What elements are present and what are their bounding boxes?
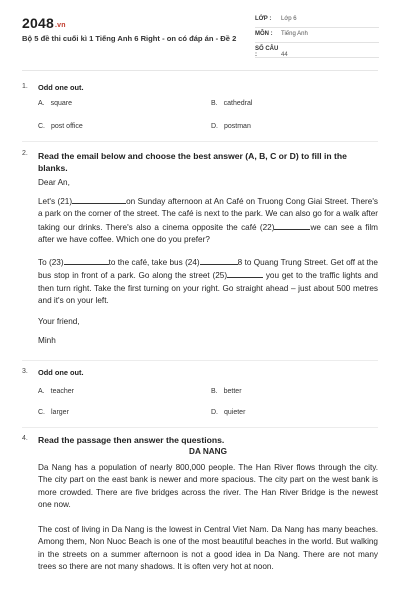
- question-1: [22, 83, 380, 133]
- passage-paragraph-1: Da Nang has a population of nearly 800,000 people. The Han River flows through the city. The city part on the east bank is newer and more spacious. The city part on the west bank is more crowded. There are five bridges across the river. The Han River Bridge is the newest one now.: [38, 463, 378, 509]
- meta-grade-value: Lớp 6: [281, 16, 297, 22]
- blank-25[interactable]: [227, 269, 263, 278]
- option-a[interactable]: [38, 388, 74, 395]
- passage-title: DA NANG: [189, 447, 227, 456]
- question-4: [22, 435, 380, 600]
- text-run: on Sunday afternoon at An Café on Truong Cong Giai Street. There's a park on the corner of the street. The café is next to the park. We can also go for a walk after taking our drinks. There's also a cinema opposite the café (22): [38, 197, 378, 232]
- option-text: quieter: [224, 409, 246, 416]
- option-text: larger: [51, 409, 69, 416]
- blank-21[interactable]: [72, 195, 126, 204]
- option-d[interactable]: [211, 409, 245, 416]
- question-number: 2.: [22, 150, 28, 157]
- question-3: [22, 368, 380, 418]
- meta-subject-label: MÔN :: [255, 31, 273, 37]
- blank-24[interactable]: [200, 256, 238, 265]
- text-run: To (23): [38, 258, 64, 267]
- meta-count-label: SỐ CÂU :: [255, 46, 279, 58]
- question-title: Odd one out.: [38, 83, 84, 92]
- option-c[interactable]: [38, 409, 69, 416]
- meta-subject-value: Tiếng Anh: [281, 31, 308, 37]
- option-letter: B.: [211, 388, 218, 395]
- option-letter: D.: [211, 123, 218, 130]
- option-text: teacher: [50, 388, 74, 395]
- header-divider: [22, 70, 378, 71]
- option-text: cathedral: [223, 100, 253, 107]
- option-text: post office: [51, 123, 83, 130]
- text-run: 8 to Quang Trung Street. Get off at the bus stop in front of a park. Go along the street (25): [38, 258, 378, 281]
- option-letter: A.: [38, 100, 45, 107]
- passage-paragraph-2: The cost of living in Da Nang is the lowest in Central Viet Nam. Da Nang has many beaches. Among them, Non Nuoc Beach is one of the most beautiful beaches in the world. But walking in the streets on a summer afternoon is not a good idea in Da Nang. There are not many trees so there are not many shadows. It is often very hot at noon.: [38, 525, 378, 571]
- section-divider: [22, 427, 378, 428]
- document-title: Bộ 5 đề thi cuối kì 1 Tiếng Anh 6 Right - on có đáp án - Đề 2: [22, 34, 237, 43]
- email-greeting: Dear An,: [38, 178, 70, 187]
- text-run: to the café, take bus (24): [108, 258, 200, 267]
- text-run: you get to the traffic lights and then turn right. Take the first turning on your right. Go straight ahead – just about 500 metres and it's on your left.: [38, 271, 378, 305]
- email-paragraph-2: [38, 256, 378, 307]
- logo-suffix: .vn: [54, 22, 66, 29]
- meta-count-value: 44: [281, 52, 288, 58]
- page-header: [0, 0, 400, 64]
- blank-22[interactable]: [274, 221, 310, 230]
- site-logo[interactable]: [22, 15, 66, 31]
- option-d[interactable]: [211, 123, 251, 130]
- option-letter: A.: [38, 388, 45, 395]
- option-a[interactable]: [38, 100, 72, 107]
- option-b[interactable]: [211, 388, 242, 395]
- section-divider: [22, 360, 378, 361]
- logo-text: 2048: [22, 15, 54, 31]
- question-number: 1.: [22, 83, 28, 90]
- question-2: [22, 150, 380, 355]
- option-text: better: [223, 388, 242, 395]
- meta-grade-label: LỚP :: [255, 16, 272, 22]
- question-title: Read the email below and choose the best answer (A, B, C or D) to fill in the blanks.: [38, 151, 347, 173]
- section-divider: [22, 141, 378, 142]
- text-run: Let's (21): [38, 197, 73, 206]
- option-letter: B.: [211, 100, 218, 107]
- question-number: 3.: [22, 368, 28, 375]
- option-b[interactable]: [211, 100, 252, 107]
- question-title: Odd one out.: [38, 368, 84, 377]
- option-c[interactable]: [38, 123, 83, 130]
- text-run: we can see a film after we have coffee. Which one do you prefer?: [38, 222, 378, 244]
- option-letter: C.: [38, 409, 45, 416]
- email-signature: Minh: [38, 336, 56, 345]
- option-text: square: [50, 100, 73, 107]
- option-text: postman: [224, 123, 251, 130]
- option-letter: D.: [211, 409, 218, 416]
- meta-grade: [255, 16, 379, 28]
- email-paragraph-1: [38, 195, 378, 246]
- meta-subject: [255, 31, 379, 43]
- question-title: Read the passage then answer the questions.: [38, 435, 225, 445]
- email-closing: Your friend,: [38, 317, 80, 326]
- blank-23[interactable]: [64, 256, 109, 265]
- meta-question-count: [255, 46, 379, 58]
- option-letter: C.: [38, 123, 45, 130]
- question-number: 4.: [22, 435, 28, 442]
